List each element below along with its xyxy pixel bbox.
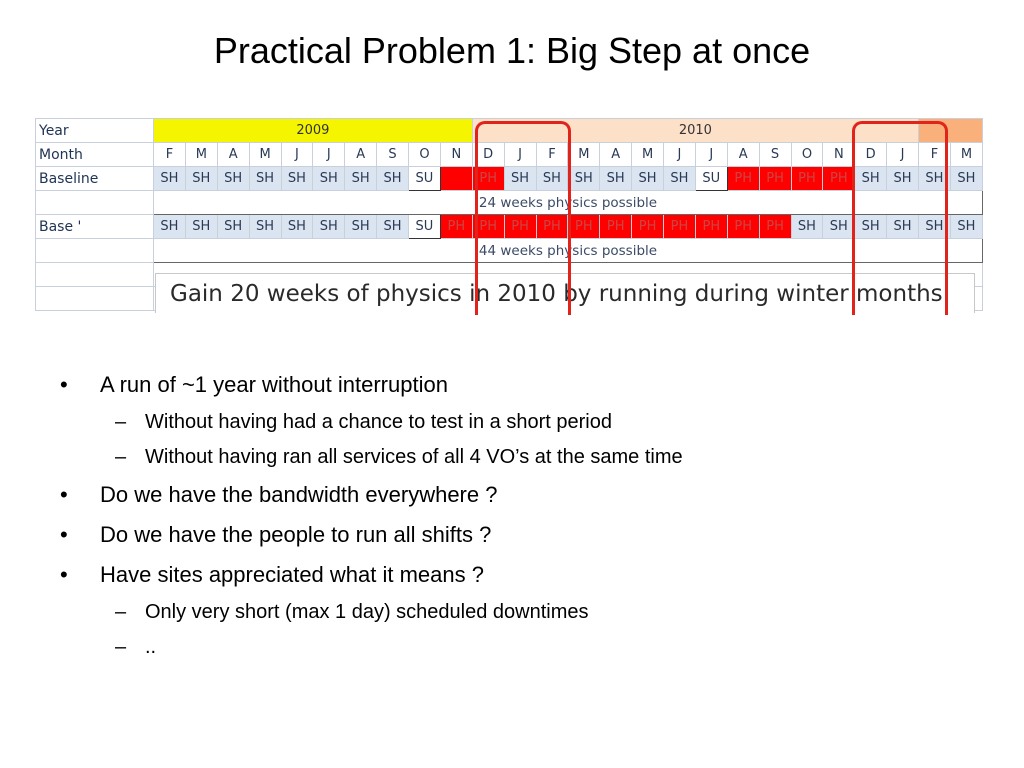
base2-row-label: Base ' — [36, 215, 154, 239]
schedule-cell: SH — [887, 167, 919, 191]
month-row-label: Month — [36, 143, 154, 167]
filler-cell — [36, 263, 154, 287]
schedule-cell: PH — [727, 167, 759, 191]
schedule-cell: SU — [695, 167, 727, 191]
bullet-icon: • — [60, 482, 68, 507]
filler-cell — [36, 287, 154, 311]
schedule-cell: PH — [600, 215, 632, 239]
schedule-cell: PH — [440, 215, 472, 239]
schedule-cell: PH — [536, 215, 568, 239]
month-cell: J — [695, 143, 727, 167]
schedule-cell: SH — [313, 167, 345, 191]
month-cell: D — [855, 143, 887, 167]
month-cell: M — [185, 143, 217, 167]
month-cell: S — [377, 143, 409, 167]
schedule-cell — [440, 167, 472, 191]
schedule-cell: SH — [887, 215, 919, 239]
winter-window-2010 — [852, 121, 948, 315]
month-cell: F — [154, 143, 186, 167]
schedule-cell: SH — [600, 167, 632, 191]
month-cell: J — [887, 143, 919, 167]
bullet-text: Do we have the people to run all shifts ? — [100, 522, 492, 547]
schedule-cell: PH — [823, 167, 855, 191]
schedule-cell: SH — [281, 167, 313, 191]
schedule-cell: SH — [281, 215, 313, 239]
base2-note: 44 weeks physics possible — [154, 239, 983, 263]
slide-title: Practical Problem 1: Big Step at once — [213, 30, 811, 71]
month-cell: N — [440, 143, 472, 167]
schedule-cell: SH — [154, 167, 186, 191]
month-cell: N — [823, 143, 855, 167]
bullet-item — [60, 482, 990, 508]
month-cell: F — [536, 143, 568, 167]
bullet-list — [60, 372, 990, 672]
schedule-cell: SH — [377, 215, 409, 239]
month-cell: J — [504, 143, 536, 167]
bullet-icon: • — [60, 522, 68, 547]
dash-icon: – — [115, 411, 127, 433]
schedule-cell: PH — [695, 215, 727, 239]
note-row-label — [36, 239, 154, 263]
year-2010-cell: 2010 — [472, 119, 918, 143]
schedule-cell: PH — [791, 167, 823, 191]
month-cell: O — [791, 143, 823, 167]
schedule-cell: PH — [632, 215, 664, 239]
schedule-cell: SH — [345, 215, 377, 239]
dash-icon: – — [115, 636, 127, 658]
sub-bullet-text: Only very short (max 1 day) scheduled downtimes — [145, 601, 589, 623]
schedule-cell: SH — [249, 215, 281, 239]
schedule-cell: PH — [727, 215, 759, 239]
sub-bullet-item — [105, 410, 990, 434]
schedule-cell: SH — [950, 215, 982, 239]
bullet-text: Have sites appreciated what it means ? — [100, 562, 484, 587]
schedule-cell: SH — [504, 167, 536, 191]
schedule-cell: SU — [409, 167, 441, 191]
schedule-cell: PH — [759, 215, 791, 239]
sub-bullet-text: Without having had a chance to test in a short period — [145, 411, 612, 433]
schedule-cell: SH — [855, 167, 887, 191]
schedule-cell: SH — [855, 215, 887, 239]
schedule-cell: SH — [154, 215, 186, 239]
schedule-cell: PH — [664, 215, 696, 239]
baseline-row-label: Baseline — [36, 167, 154, 191]
schedule-cell: SH — [823, 215, 855, 239]
schedule-cell: SH — [919, 215, 951, 239]
schedule-cell: PH — [568, 215, 600, 239]
month-cell: M — [950, 143, 982, 167]
month-cell: A — [345, 143, 377, 167]
schedule-cell: PH — [759, 167, 791, 191]
year-2009-cell: 2009 — [154, 119, 473, 143]
sub-bullet-item — [105, 635, 990, 659]
bullet-text: Do we have the bandwidth everywhere ? — [100, 482, 498, 507]
bullet-text: A run of ~1 year without interruption — [100, 372, 448, 397]
schedule-cell: PH — [472, 215, 504, 239]
month-cell: J — [664, 143, 696, 167]
bullet-icon: • — [60, 372, 68, 397]
note-row-label — [36, 191, 154, 215]
schedule-image — [35, 118, 983, 315]
gain-caption: Gain 20 weeks of physics in 2010 by running during winter months — [155, 273, 975, 313]
schedule-cell: SH — [632, 167, 664, 191]
schedule-cell: SH — [377, 167, 409, 191]
month-cell: J — [313, 143, 345, 167]
year-row-label: Year — [36, 119, 154, 143]
schedule-cell: SH — [345, 167, 377, 191]
schedule-cell: SH — [950, 167, 982, 191]
schedule-cell: SH — [568, 167, 600, 191]
month-cell: D — [472, 143, 504, 167]
dash-icon: – — [115, 446, 127, 468]
schedule-cell: SH — [217, 215, 249, 239]
bullet-icon: • — [60, 562, 68, 587]
sub-bullet-item — [105, 445, 990, 469]
sub-bullet-text: .. — [145, 636, 157, 658]
month-cell: M — [568, 143, 600, 167]
sub-bullet-item — [105, 600, 990, 624]
month-cell: M — [249, 143, 281, 167]
schedule-cell: SH — [185, 167, 217, 191]
schedule-cell: SH — [791, 215, 823, 239]
schedule-cell: SH — [313, 215, 345, 239]
schedule-cell: SH — [919, 167, 951, 191]
schedule-cell: SH — [536, 167, 568, 191]
month-cell: A — [727, 143, 759, 167]
bullet-item — [60, 372, 990, 398]
schedule-cell: PH — [472, 167, 504, 191]
month-cell: F — [919, 143, 951, 167]
dash-icon: – — [115, 601, 127, 623]
month-cell: M — [632, 143, 664, 167]
winter-window-2009 — [475, 121, 571, 315]
schedule-cell: SH — [664, 167, 696, 191]
bullet-item — [60, 562, 990, 588]
month-cell: S — [759, 143, 791, 167]
sub-bullet-text: Without having ran all services of all 4 VO’s at the same time — [145, 446, 683, 468]
baseline-note: 24 weeks physics possible — [154, 191, 983, 215]
schedule-cell: SU — [409, 215, 441, 239]
month-cell: A — [600, 143, 632, 167]
schedule-cell: SH — [185, 215, 217, 239]
bullet-item — [60, 522, 990, 548]
month-cell: O — [409, 143, 441, 167]
month-cell: A — [217, 143, 249, 167]
schedule-cell: SH — [249, 167, 281, 191]
schedule-cell: SH — [217, 167, 249, 191]
month-cell: J — [281, 143, 313, 167]
schedule-cell: PH — [504, 215, 536, 239]
